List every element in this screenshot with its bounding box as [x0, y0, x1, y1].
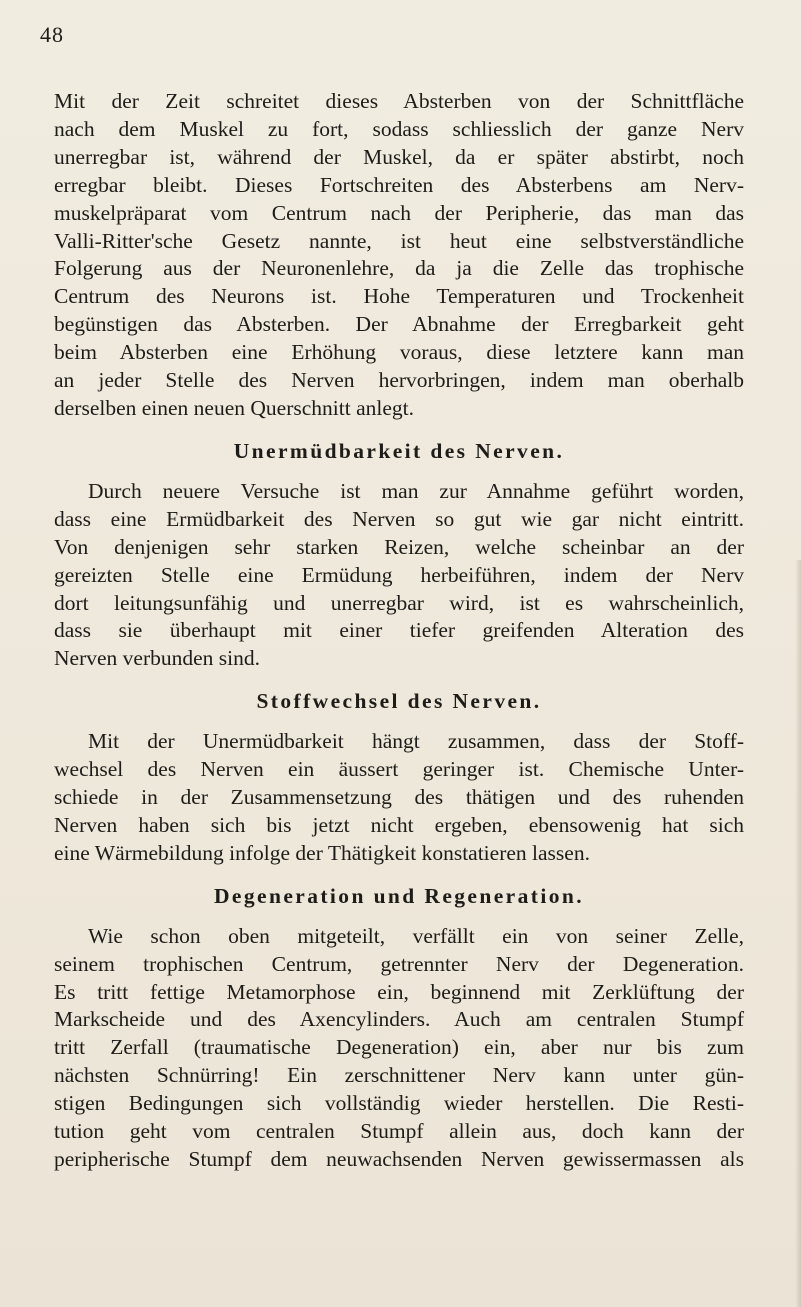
text-line: begünstigen das Absterben. Der Abnahme der Erregbarkeit geht — [54, 312, 744, 337]
page-edge-shadow — [795, 560, 801, 1307]
text-line: dass eine Ermüdbarkeit des Nerven so gut wie gar nicht eintritt. — [54, 506, 744, 531]
text-line: nach dem Muskel zu fort, sodass schliesslich der ganze Nerv — [54, 116, 744, 141]
text-line: unerregbar ist, während der Muskel, da er später abstirbt, noch — [54, 144, 744, 169]
page-number: 48 — [40, 22, 64, 47]
text-line: Folgerung aus der Neuronenlehre, da ja die Zelle das trophische — [54, 256, 744, 281]
text-line: Durch neuere Versuche ist man zur Annahme geführt worden, — [88, 478, 744, 503]
paragraph-intro-last-line — [54, 395, 744, 423]
text-line: stigen Bedingungen sich vollständig wieder herstellen. Die Resti- — [54, 1091, 744, 1116]
section-heading-stoffwechsel: Stoffwechsel des Nerven. — [256, 689, 542, 714]
text-line: tution geht vom centralen Stumpf allein aus, doch kann der — [54, 1119, 744, 1144]
text-line: seinem trophischen Centrum, getrennter Nerv der Degeneration. — [54, 951, 744, 976]
paragraph-unermuedbarkeit-last-line — [54, 645, 744, 673]
text-line: Nerven haben sich bis jetzt nicht ergeben, ebensowenig hat sich — [54, 812, 744, 837]
text-line: Es tritt fettige Metamorphose ein, beginnend mit Zerklüftung der — [54, 979, 744, 1004]
text-line: Mit der Unermüdbarkeit hängt zusammen, dass der Stoff- — [88, 729, 744, 754]
text-line: Wie schon oben mitgeteilt, verfällt ein von seiner Zelle, — [88, 923, 744, 948]
text-line: beim Absterben eine Erhöhung voraus, diese letztere kann man — [54, 340, 744, 365]
paragraph-stoffwechsel-last-line — [54, 840, 744, 868]
text-line: an jeder Stelle des Nerven hervorbringen, indem man oberhalb — [54, 368, 744, 393]
text-line: dort leitungsunfähig und unerregbar wird, ist es wahrscheinlich, — [54, 590, 744, 615]
text-line: tritt Zerfall (traumatische Degeneration) ein, aber nur bis zum — [54, 1035, 744, 1060]
text-line: Markscheide und des Axencylinders. Auch am centralen Stumpf — [54, 1007, 744, 1032]
text-line: Centrum des Neurons ist. Hohe Temperaturen und Trockenheit — [54, 284, 744, 309]
text-line: nächsten Schnürring! Ein zerschnittener Nerv kann unter gün- — [54, 1063, 744, 1088]
paragraph-stoffwechsel — [54, 728, 744, 840]
text-line: wechsel des Nerven ein äussert geringer ist. Chemische Unter- — [54, 757, 744, 782]
paragraph-degeneration — [54, 923, 744, 1174]
text-line: Valli-Ritter'sche Gesetz nannte, ist heut eine selbstverständliche — [54, 228, 744, 253]
text-line: derselben einen neuen Querschnitt anlegt. — [54, 395, 414, 420]
section-heading-degeneration: Degeneration und Regeneration. — [214, 883, 584, 908]
text-line: eine Wärmebildung infolge der Thätigkeit konstatieren lassen. — [54, 840, 590, 865]
text-line: erregbar bleibt. Dieses Fortschreiten des Absterbens am Nerv- — [54, 172, 744, 197]
text-line: Von denjenigen sehr starken Reizen, welche scheinbar an der — [54, 534, 744, 559]
text-line: schiede in der Zusammensetzung des thätigen und des ruhenden — [54, 785, 744, 810]
text-line: Mit der Zeit schreitet dieses Absterben von der Schnittfläche — [54, 89, 744, 113]
text-body — [54, 88, 744, 1174]
section-heading-unermuedbarkeit: Unermüdbarkeit des Nerven. — [233, 438, 565, 463]
text-line: muskelpräparat vom Centrum nach der Peripherie, das man das — [54, 200, 744, 225]
text-line: Nerven verbunden sind. — [54, 646, 260, 671]
text-line: peripherische Stumpf dem neuwachsenden Nerven gewissermassen als — [54, 1147, 744, 1171]
paragraph-unermuedbarkeit — [54, 478, 744, 645]
text-line: gereizten Stelle eine Ermüdung herbeiführen, indem der Nerv — [54, 562, 744, 587]
paragraph-intro — [54, 88, 744, 395]
text-line: dass sie überhaupt mit einer tiefer greifenden Alteration des — [54, 618, 744, 643]
